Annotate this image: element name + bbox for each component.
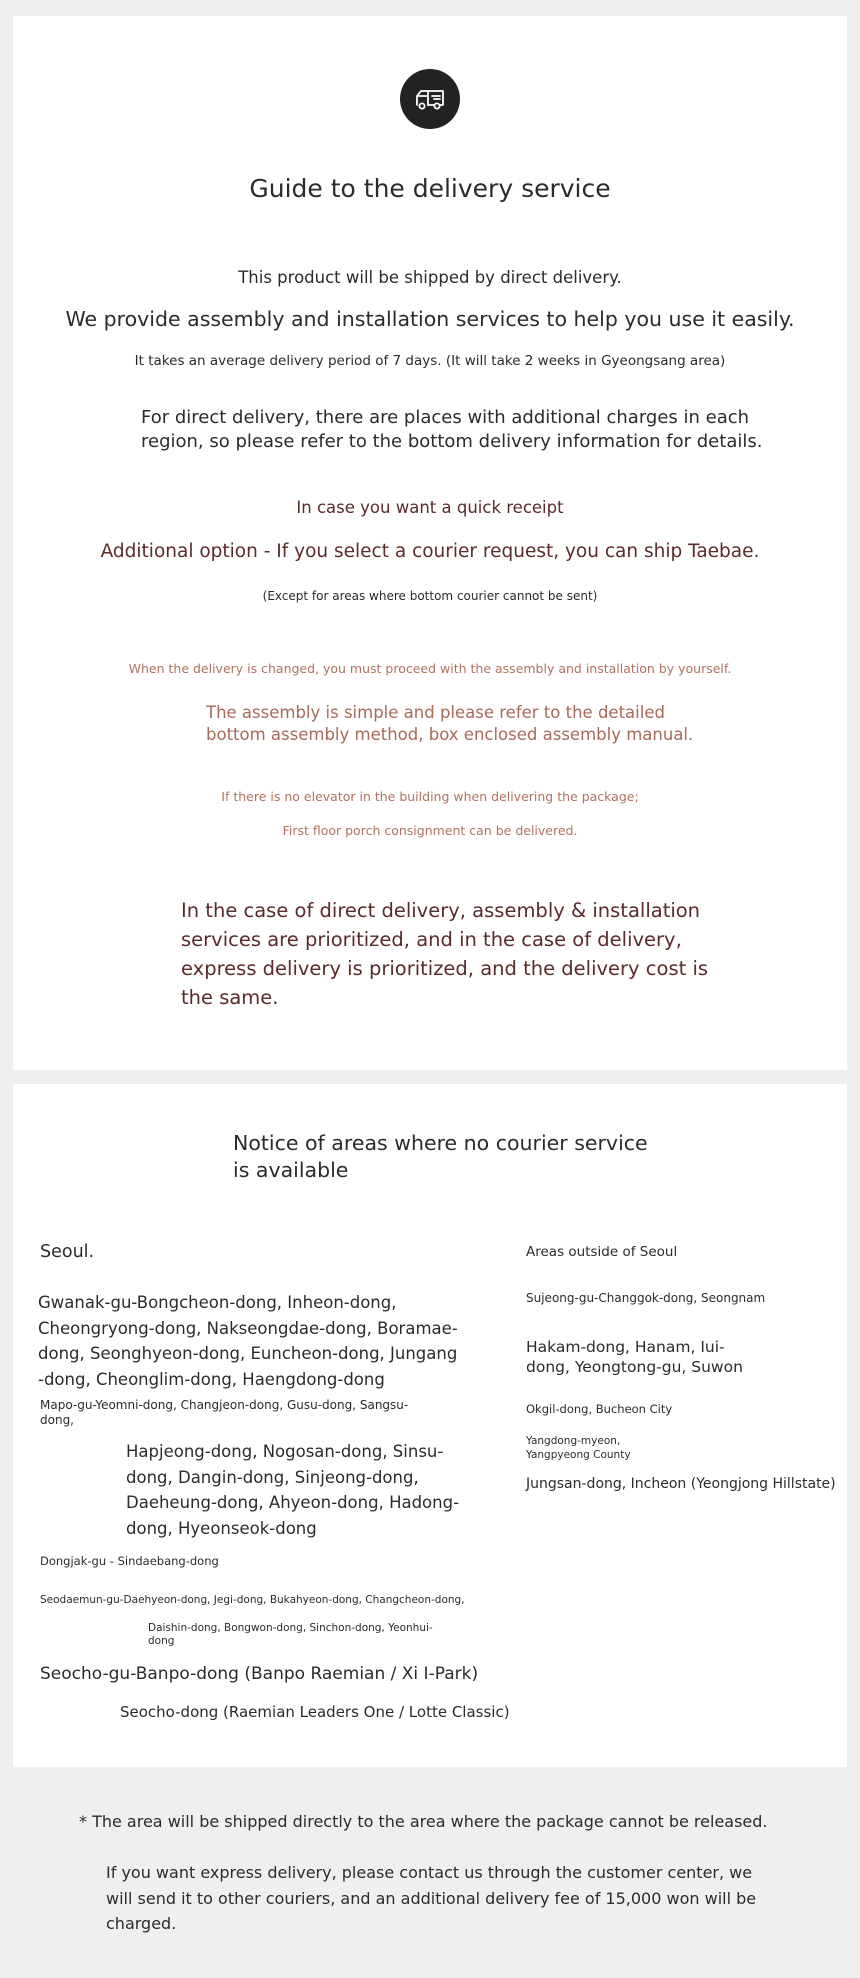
truck-icon (400, 69, 460, 129)
mapo-gu-areas-continued: Hapjeong-dong, Nogosan-dong, Sinsu- dong, Dangin-dong, Sinjeong-dong, Daeheung-dong, Ahyeon-dong, Hadong- dong, Hyeonseok-dong (126, 1442, 460, 1538)
delivery-changed-note: When the delivery is changed, you must proceed with the assembly and installation by yourself. (128, 661, 732, 676)
gwanak-gu-areas: Gwanak-gu-Bongcheon-dong, Inheon-dong, Cheongryong-dong, Nakseongdae-dong, Boramae- dong, Seonghyeon-dong, Euncheon-dong, Jungang -dong, Cheonglim-dong, Haengdong-dong (38, 1293, 458, 1389)
priority-statement: In the case of direct delivery, assembly & installation services are prioritized, and in the case of delivery, express delivery is prioritized, and the delivery cost is the same. (181, 899, 709, 1009)
delivery-guide-card (13, 16, 847, 1070)
seodaemun-gu-areas: Seodaemun-gu-Daehyeon-dong, Jegi-dong, Bukahyeon-dong, Changcheon-dong, (40, 1594, 465, 1606)
express-delivery-note: If you want express delivery, please contact us through the customer center, we will send it to other couriers, and an additional delivery fee of 15,000 won will be charged. (106, 1863, 757, 1933)
seocho-gu-banpo: Seocho-gu-Banpo-dong (Banpo Raemian / Xi I-Park) (40, 1664, 479, 1684)
bucheon-area: Okgil-dong, Bucheon City (526, 1402, 673, 1416)
except-areas-note: (Except for areas where bottom courier cannot be sent) (262, 589, 598, 603)
no-courier-areas-card (13, 1084, 847, 1767)
guide-line-additional-charges: For direct delivery, there are places with additional charges in each region, so please refer to the bottom delivery information for details. (141, 407, 763, 452)
footer-note: * The area will be shipped directly to the area where the package cannot be released. (79, 1812, 768, 1831)
guide-title: Guide to the delivery service (249, 174, 611, 203)
assembly-instructions: The assembly is simple and please refer to the detailed bottom assembly method, box enclosed assembly manual. (206, 703, 694, 744)
suwon-area: Hakam-dong, Hanam, Iui- dong, Yeongtong-gu, Suwon (526, 1338, 743, 1376)
no-elevator-note: If there is no elevator in the building when delivering the package; (221, 789, 639, 804)
dongjak-gu-areas: Dongjak-gu - Sindaebang-dong (40, 1554, 219, 1568)
notice-title: Notice of areas where no courier service is available (233, 1131, 648, 1182)
seongnam-area: Sujeong-gu-Changgok-dong, Seongnam (526, 1291, 766, 1305)
first-floor-note: First floor porch consignment can be delivered. (282, 823, 578, 838)
incheon-area: Jungsan-dong, Incheon (Yeongjong Hillstate) (526, 1476, 836, 1492)
seodaemun-gu-areas-continued: Daishin-dong, Bongwon-dong, Sinchon-dong, Yeonhui- dong (148, 1622, 433, 1647)
seocho-dong: Seocho-dong (Raemian Leaders One / Lotte Classic) (120, 1703, 510, 1721)
additional-option-text: Additional option - If you select a courier request, you can ship Taebae. (100, 541, 760, 562)
outside-seoul-heading: Areas outside of Seoul (526, 1244, 678, 1260)
yangpyeong-area: Yangdong-myeon, Yangpyeong County (526, 1435, 631, 1461)
quick-receipt-heading: In case you want a quick receipt (296, 498, 564, 517)
mapo-gu-areas: Mapo-gu-Yeomni-dong, Changjeon-dong, Gusu-dong, Sangsu- dong, (40, 1398, 409, 1427)
guide-line-direct-delivery: This product will be shipped by direct delivery. (238, 268, 622, 287)
seoul-heading: Seoul. (40, 1242, 95, 1262)
guide-line-delivery-period: It takes an average delivery period of 7 days. (It will take 2 weeks in Gyeongsang area) (134, 353, 726, 369)
guide-line-assembly-services: We provide assembly and installation services to help you use it easily. (65, 307, 795, 331)
